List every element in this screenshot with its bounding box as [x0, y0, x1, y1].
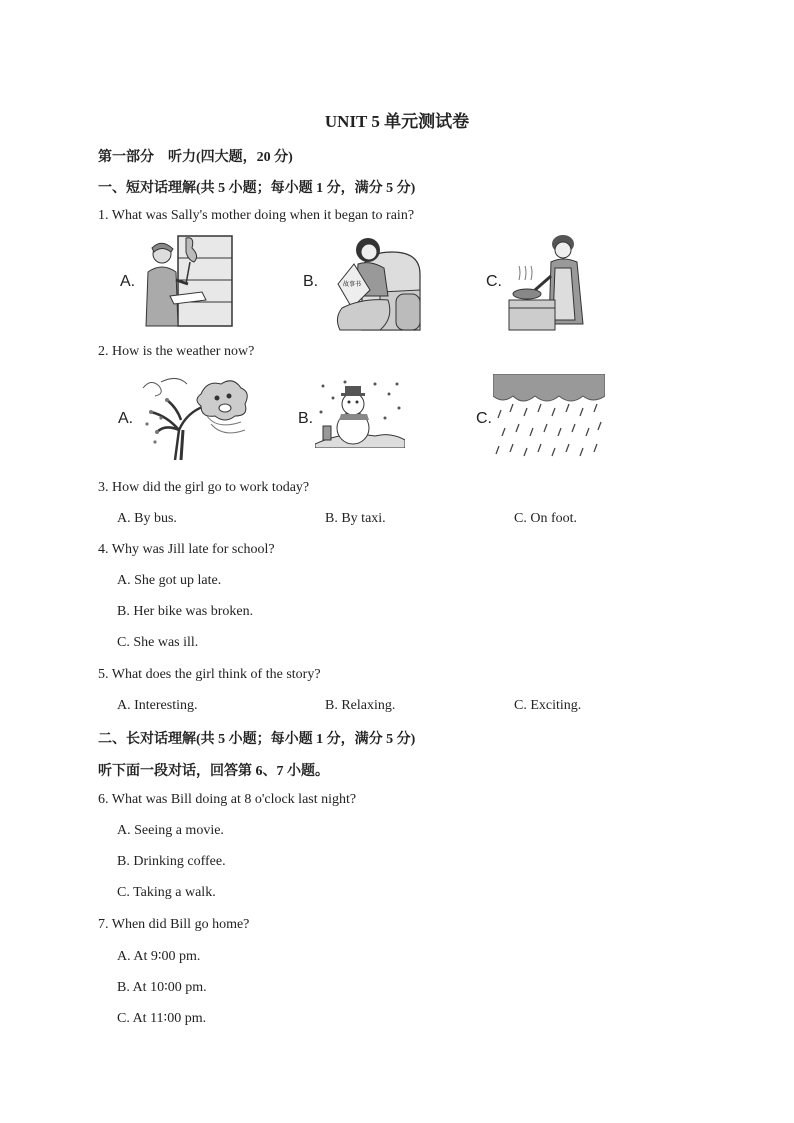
part1-heading: 第一部分 听力(四大题，20 分): [98, 150, 293, 165]
section2-heading: 二、长对话理解(共 5 小题；每小题 1 分，满分 5 分): [98, 732, 416, 747]
q4-option-b: B. Her bike was broken.: [117, 604, 254, 619]
q3-option-c: C. On foot.: [514, 511, 577, 526]
section1-heading: 一、短对话理解(共 5 小题；每小题 1 分，满分 5 分): [98, 181, 416, 196]
question-7: 7. When did Bill go home?: [98, 917, 250, 932]
q6-option-b: B. Drinking coffee.: [117, 854, 226, 869]
q2-option-a-label: A.: [118, 410, 134, 427]
rain-cloud-picture: [493, 374, 605, 464]
q7-option-c: C. At 11∶00 pm.: [117, 1011, 207, 1026]
q2-option-c-label: C.: [476, 410, 492, 427]
woman-dusting-shelf-picture: [140, 234, 235, 329]
book-cover-text: 故事书: [342, 281, 362, 288]
question-6: 6. What was Bill doing at 8 o'clock last night?: [98, 792, 357, 807]
girl-reading-in-armchair-picture: [332, 234, 422, 332]
windy-tree-picture: [137, 372, 252, 462]
question-1: 1. What was Sally's mother doing when it began to rain?: [98, 208, 415, 223]
q1-option-b-label: B.: [303, 273, 319, 290]
q1-option-a-label: A.: [120, 273, 136, 290]
question-2: 2. How is the weather now?: [98, 344, 255, 359]
q4-option-c: C. She was ill.: [117, 635, 199, 650]
q6-option-a: A. Seeing a movie.: [117, 823, 224, 838]
page-title: UNIT 5 单元测试卷: [324, 112, 470, 131]
question-5: 5. What does the girl think of the story?: [98, 667, 321, 682]
q5-option-b: B. Relaxing.: [325, 698, 396, 713]
q7-option-b: B. At 10∶00 pm.: [117, 980, 207, 995]
snowman-picture: [315, 378, 405, 448]
q4-option-a: A. She got up late.: [117, 573, 222, 588]
question-3: 3. How did the girl go to work today?: [98, 480, 310, 495]
q7-option-a: A. At 9∶00 pm.: [117, 949, 201, 964]
q6-option-c: C. Taking a walk.: [117, 885, 216, 900]
question-4: 4. Why was Jill late for school?: [98, 542, 275, 557]
woman-cooking-picture: [505, 232, 591, 332]
q3-option-b: B. By taxi.: [325, 511, 386, 526]
q5-option-c: C. Exciting.: [514, 698, 582, 713]
q5-option-a: A. Interesting.: [117, 698, 198, 713]
q2-option-b-label: B.: [298, 410, 314, 427]
q1-option-c-label: C.: [486, 273, 502, 290]
q3-option-a: A. By bus.: [117, 511, 177, 526]
dialogue-intro: 听下面一段对话，回答第 6、7 小题。: [98, 764, 329, 779]
